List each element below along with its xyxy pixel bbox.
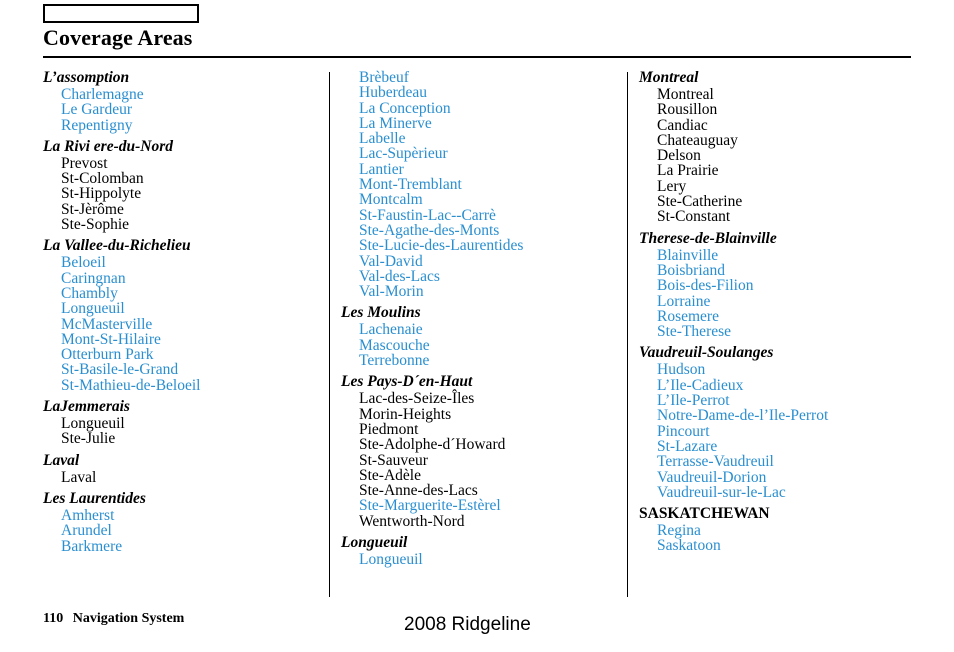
city-item[interactable]: Repentigny [61, 116, 133, 134]
city-item[interactable]: Bois-des-Filion [657, 277, 754, 295]
city-item: Ste-Sophie [61, 216, 130, 234]
city-item[interactable]: St-Faustin-Lac--Carrè [359, 206, 496, 224]
city-item[interactable]: L’Ile-Cadieux [657, 376, 744, 394]
city-item[interactable]: St-Basile-le-Grand [61, 361, 179, 379]
city-item: Montreal [657, 86, 714, 103]
city-item[interactable]: Le Gardeur [61, 101, 132, 119]
header-tab-box [43, 4, 199, 23]
city-item[interactable]: Montcalm [359, 191, 423, 209]
city-item: Ste-Julie [61, 430, 116, 448]
region-heading: Therese-de-Blainville [639, 229, 777, 247]
city-item[interactable]: Vaudreuil-Dorion [657, 468, 767, 486]
city-item: St-Colomban [61, 170, 144, 188]
region-heading: Les Laurentides [43, 489, 146, 507]
city-item[interactable]: St-Lazare [657, 437, 718, 455]
region-heading: LaJemmerais [43, 398, 130, 416]
city-item[interactable]: Ste-Lucie-des-Laurentides [359, 237, 524, 255]
city-item[interactable]: Saskatoon [657, 537, 721, 555]
column-divider [329, 72, 330, 597]
region-heading: Laval [43, 451, 80, 469]
city-item: St-Jèrôme [61, 200, 124, 218]
city-item[interactable]: Labelle [359, 130, 406, 148]
city-item[interactable]: Lac-Supèrieur [359, 145, 448, 163]
city-item[interactable]: Brèbeuf [359, 69, 409, 86]
city-list [61, 156, 323, 232]
city-item[interactable]: Amherst [61, 506, 115, 524]
city-item[interactable]: Pincourt [657, 422, 710, 440]
section-name: Navigation System [72, 611, 185, 626]
city-item[interactable]: Charlemagne [61, 86, 144, 103]
city-list [61, 255, 323, 393]
city-item[interactable]: Terrebonne [359, 352, 430, 370]
city-item[interactable]: Lantier [359, 160, 404, 178]
city-item[interactable]: Boisbriand [657, 261, 726, 279]
continued-city-list [359, 70, 621, 299]
city-list [61, 470, 323, 485]
page-number: 110 [43, 611, 64, 626]
city-item: St-Constant [657, 208, 731, 226]
footer-page-info [43, 611, 190, 627]
city-item[interactable]: L’Ile-Perrot [657, 392, 730, 410]
city-item: Wentworth-Nord [359, 512, 465, 530]
city-item[interactable]: Terrasse-Vaudreuil [657, 453, 774, 471]
city-item: Ste-Anne-des-Lacs [359, 482, 478, 500]
region-heading: La Rivi ere-du-Nord [43, 137, 174, 155]
region-heading: Les Pays-D´en-Haut [341, 373, 473, 391]
city-list [359, 322, 621, 368]
city-item[interactable]: La Minerve [359, 114, 432, 132]
city-item[interactable]: Vaudreuil-sur-le-Lac [657, 483, 786, 501]
city-list [61, 416, 323, 447]
city-item[interactable]: Caringnan [61, 269, 126, 287]
city-item[interactable]: Chambly [61, 284, 118, 302]
title-rule [43, 56, 911, 58]
city-item[interactable]: Lorraine [657, 292, 711, 310]
model-label: 2008 Ridgeline [404, 614, 531, 635]
city-item[interactable]: Rosemere [657, 307, 719, 325]
city-item[interactable]: Mascouche [359, 336, 430, 354]
city-item[interactable]: Longueuil [359, 551, 423, 569]
city-item: Delson [657, 147, 701, 165]
city-item[interactable]: Huberdeau [359, 84, 427, 102]
city-item[interactable]: Mont-Tremblant [359, 176, 462, 194]
city-item: St-Hippolyte [61, 185, 142, 203]
column-divider [627, 72, 628, 597]
city-item: La Prairie [657, 162, 719, 180]
city-item[interactable]: Barkmere [61, 537, 123, 555]
region-heading: L’assomption [43, 69, 130, 86]
column-3 [639, 68, 919, 554]
city-item[interactable]: Mont-St-Hilaire [61, 330, 161, 348]
city-item: Lac-des-Seize-Îles [359, 390, 475, 408]
city-item: Laval [61, 468, 97, 486]
city-list [359, 552, 621, 567]
region-heading: SASKATCHEWAN [639, 505, 770, 523]
city-item[interactable]: Ste-Therese [657, 323, 732, 341]
city-item: Candiac [657, 116, 708, 134]
city-item[interactable]: St-Mathieu-de-Beloeil [61, 376, 201, 394]
city-item: Piedmont [359, 420, 419, 438]
region-heading: Longueuil [341, 534, 408, 552]
city-list [61, 87, 323, 133]
city-item[interactable]: Beloeil [61, 254, 106, 272]
city-item: Ste-Adolphe-d´Howard [359, 436, 506, 454]
region-heading: La Vallee-du-Richelieu [43, 237, 191, 255]
city-item[interactable]: Ste-Agathe-des-Monts [359, 221, 500, 239]
city-item: Rousillon [657, 101, 718, 119]
city-item[interactable]: Longueuil [61, 300, 125, 318]
city-item: Ste-Catherine [657, 193, 743, 211]
city-list [359, 391, 621, 529]
city-item[interactable]: Blainville [657, 246, 719, 264]
city-item[interactable]: Ste-Marguerite-Estèrel [359, 497, 501, 515]
city-item: Longueuil [61, 415, 125, 433]
city-item: St-Sauveur [359, 451, 428, 469]
city-item[interactable]: Val-David [359, 252, 423, 270]
city-list [657, 362, 919, 500]
region-heading: Les Moulins [341, 304, 421, 322]
city-item[interactable]: Otterburn Park [61, 346, 154, 364]
column-1 [43, 68, 323, 554]
region-heading: Vaudreuil-Soulanges [639, 344, 774, 362]
region-heading: Montreal [639, 69, 699, 86]
city-item[interactable]: McMasterville [61, 315, 153, 333]
city-item[interactable]: Val-Morin [359, 283, 424, 301]
city-item: Chateauguay [657, 131, 738, 149]
city-list [61, 508, 323, 554]
city-list [657, 523, 919, 554]
city-list [657, 87, 919, 225]
city-item[interactable]: Regina [657, 522, 701, 540]
city-item: Morin-Heights [359, 405, 452, 423]
city-item: Lery [657, 177, 687, 195]
city-item[interactable]: La Conception [359, 99, 451, 117]
city-item[interactable]: Val-des-Lacs [359, 267, 440, 285]
city-item: Ste-Adèle [359, 466, 421, 484]
city-item[interactable]: Arundel [61, 522, 112, 540]
city-item[interactable]: Hudson [657, 361, 706, 379]
city-item[interactable]: Lachenaie [359, 321, 423, 339]
city-list [657, 248, 919, 340]
column-2 [341, 68, 621, 567]
city-item[interactable]: Notre-Dame-de-l’Ile-Perrot [657, 407, 829, 425]
city-item: Prevost [61, 154, 108, 172]
page-title: Coverage Areas [43, 25, 193, 50]
